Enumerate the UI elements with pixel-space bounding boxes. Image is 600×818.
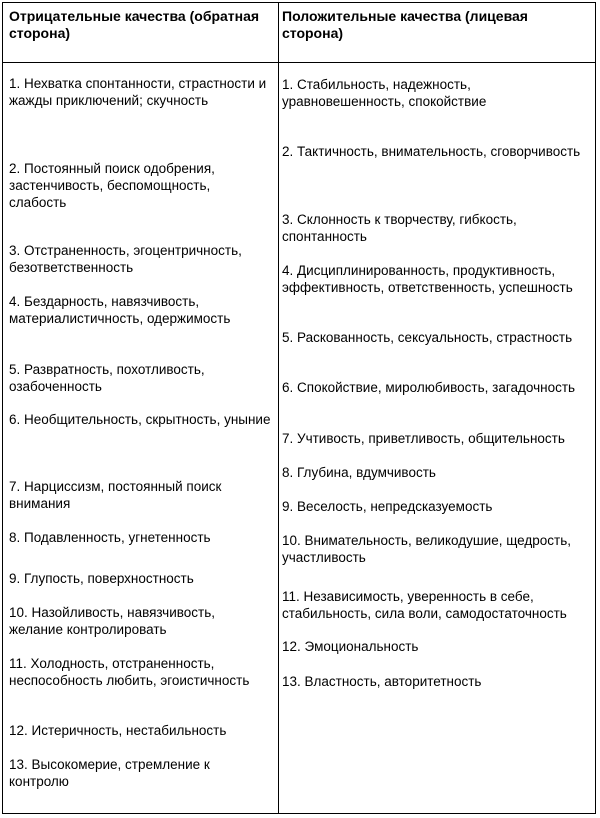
negative-item-9: 9. Глупость, поверхностность [9, 571, 194, 586]
positive-item-2: 2. Тактичность, внимательность, сговорчивость [282, 144, 581, 159]
header-positive: Положительные качества (лицевая сторона) [282, 8, 528, 41]
header-divider [3, 62, 595, 63]
negative-item-12: 12. Истеричность, нестабильность [9, 723, 227, 738]
positive-item-8: 8. Глубина, вдумчивость [282, 465, 436, 480]
positive-item-1: 1. Стабильность, надежность, уравновешенность, спокойствие [282, 77, 487, 109]
positive-item-5: 5. Раскованность, сексуальность, страстность [282, 330, 573, 345]
negative-item-8: 8. Подавленность, угнетенность [9, 530, 211, 545]
positive-item-12: 12. Эмоциональность [282, 639, 419, 654]
positive-item-7: 7. Учтивость, приветливость, общительность [282, 431, 565, 446]
negative-item-6: 6. Необщительность, скрытность, уныние [9, 412, 271, 427]
negative-item-3: 3. Отстраненность, эгоцентричность, безответственность [9, 243, 242, 275]
negative-item-4: 4. Бездарность, навязчивость, материалистичность, одержимость [9, 294, 231, 326]
negative-item-5: 5. Развратность, похотливость, озабоченность [9, 362, 205, 394]
column-divider [278, 3, 279, 813]
negative-item-7: 7. Нарциссизм, постоянный поиск внимания [9, 479, 222, 511]
negative-item-11: 11. Холодность, отстраненность, неспособность любить, эгоистичность [9, 656, 250, 688]
negative-item-1: 1. Нехватка спонтанности, страстности и жажды приключений; скучность [9, 76, 267, 108]
qualities-table [2, 2, 596, 814]
negative-item-10: 10. Назойливость, навязчивость, желание контролировать [9, 605, 215, 637]
negative-item-13: 13. Высокомерие, стремление к контролю [9, 757, 210, 789]
positive-item-13: 13. Властность, авторитетность [282, 674, 482, 689]
positive-item-6: 6. Спокойствие, миролюбивость, загадочность [282, 380, 576, 395]
positive-item-11: 11. Независимость, уверенность в себе, стабильность, сила воли, самодостаточность [282, 589, 567, 621]
header-negative: Отрицательные качества (обратная сторона) [9, 8, 260, 41]
positive-item-10: 10. Внимательность, великодушие, щедрость, участливость [282, 533, 571, 565]
positive-item-4: 4. Дисциплинированность, продуктивность, эффективность, ответственность, успешность [282, 263, 573, 295]
positive-item-3: 3. Склонность к творчеству, гибкость, спонтанность [282, 212, 517, 244]
positive-item-9: 9. Веселость, непредсказуемость [282, 499, 493, 514]
negative-item-2: 2. Постоянный поиск одобрения, застенчивость, беспомощность, слабость [9, 161, 215, 210]
